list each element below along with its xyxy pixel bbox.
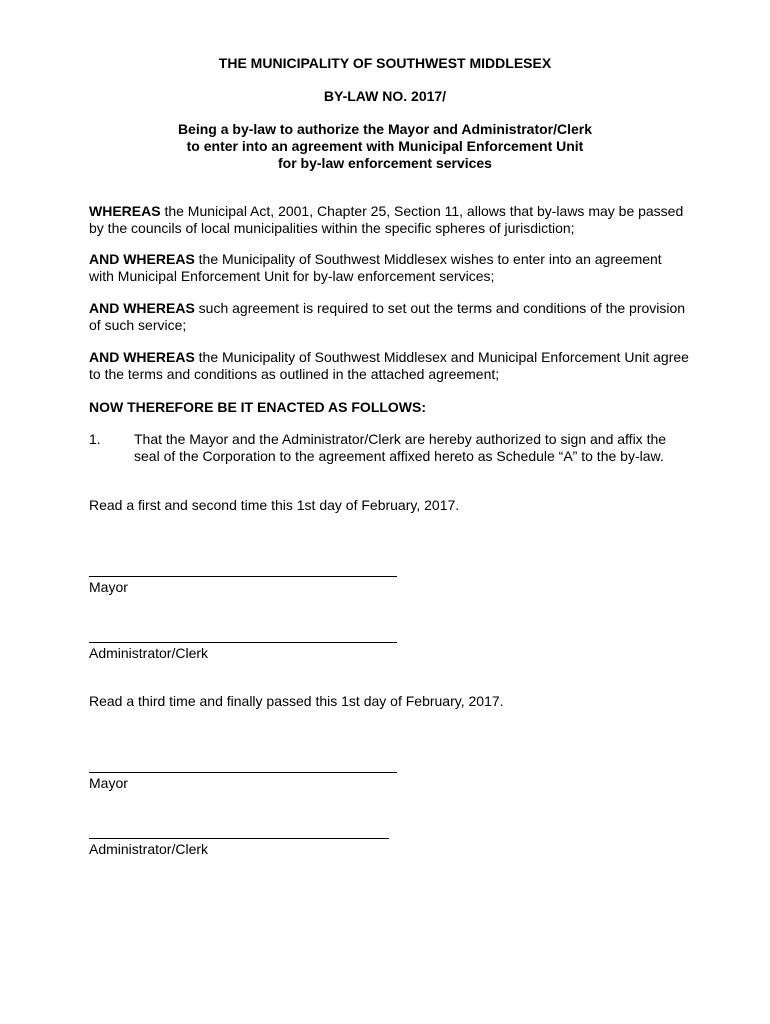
- recital-4: [89, 349, 689, 383]
- clerk-label-2: Administrator/Clerk: [89, 841, 209, 857]
- recital-1-text: the Municipal Act, 2001, Chapter 25, Section 11, allows that by-laws may be passed by the councils of local municipalities within the specific spheres of jurisdiction;: [89, 203, 684, 236]
- enactment-item-text: That the Mayor and the Administrator/Clerk are hereby authorized to sign and affix the seal of the Corporation to the agreement affixed hereto as Schedule “A” to the by-law.: [134, 431, 667, 464]
- recital-2-lead: AND WHEREAS: [89, 251, 195, 267]
- enactment-heading: NOW THEREFORE BE IT ENACTED AS FOLLOWS:: [89, 399, 427, 415]
- mayor-label-2: Mayor: [89, 775, 128, 791]
- clerk-signature-line-2: [89, 838, 389, 839]
- enactment-item-number: 1.: [89, 431, 101, 447]
- purpose-line-1: Being a by-law to authorize the Mayor and Administrator/Clerk: [177, 121, 593, 137]
- recital-3-lead: AND WHEREAS: [89, 300, 195, 316]
- recital-2-text: the Municipality of Southwest Middlesex wishes to enter into an agreement with Municipal Enforcement Unit for by-law enforcement services;: [89, 251, 662, 284]
- municipality-title: THE MUNICIPALITY OF SOUTHWEST MIDDLESEX: [218, 55, 552, 71]
- bylaw-number: BY-LAW NO. 2017/: [323, 88, 447, 104]
- purpose-line-3: for by-law enforcement services: [278, 155, 492, 171]
- mayor-signature-line-1: [89, 576, 397, 577]
- purpose-line-2: to enter into an agreement with Municipal Enforcement Unit: [186, 138, 584, 154]
- recital-1-lead: WHEREAS: [89, 203, 161, 219]
- mayor-label-1: Mayor: [89, 579, 128, 595]
- mayor-signature-line-2: [89, 772, 397, 773]
- recital-4-lead: AND WHEREAS: [89, 349, 195, 365]
- recital-3-text: such agreement is required to set out the terms and conditions of the provision of such service;: [89, 300, 686, 333]
- clerk-label-1: Administrator/Clerk: [89, 645, 209, 661]
- recital-1: [89, 203, 689, 237]
- first-second-reading: Read a first and second time this 1st day of February, 2017.: [89, 497, 460, 513]
- third-reading: Read a third time and finally passed this 1st day of February, 2017.: [89, 693, 504, 709]
- clerk-signature-line-1: [89, 642, 397, 643]
- recital-4-text: the Municipality of Southwest Middlesex and Municipal Enforcement Unit agree to the terms and conditions as outlined in the attached agreement;: [89, 349, 689, 382]
- recital-2: [89, 251, 689, 285]
- recital-3: [89, 300, 689, 334]
